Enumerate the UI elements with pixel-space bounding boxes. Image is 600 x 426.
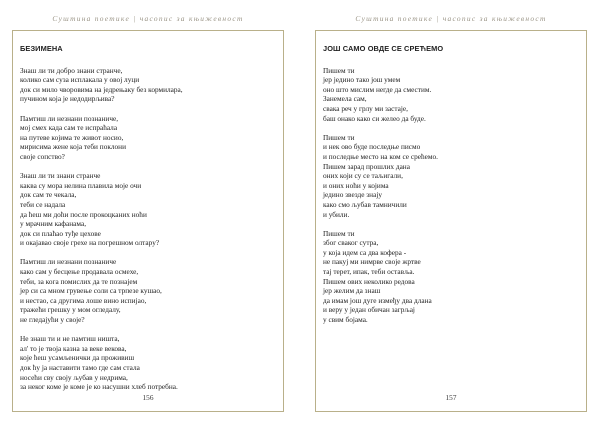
verse-line: док си плаћао туђе цехове: [20, 228, 101, 238]
verse-line: тај терет, ипак, теби оставља.: [323, 267, 415, 277]
verse-line: у мрачним кафанама,: [20, 219, 87, 229]
verse-line: једино звезде знају: [323, 190, 383, 200]
poem-body: [20, 66, 282, 392]
verse-line: баш онако како си желео да буде.: [323, 113, 426, 123]
verse-line: како сам у бесцење продавала осмехе,: [20, 267, 139, 277]
verse-line: теби, за кога помислих да те познајем: [20, 276, 138, 286]
verse-line: јер си са мном грувење соли са трпезе кушао,: [20, 286, 162, 296]
verse-line: за неког коме је коме је ко насушни хлеб потребна.: [20, 382, 178, 392]
poem-content: [20, 44, 282, 401]
verse-line: не гледајући у своје?: [20, 315, 85, 325]
verse-line: и оних ноћи у којима: [323, 180, 389, 190]
page-number: 157: [445, 393, 457, 402]
stanza: [20, 257, 282, 324]
poem-title: ЈОШ САМО ОВДЕ СЕ СРЕЋЕМО: [323, 44, 444, 53]
verse-line: Занемела сам,: [323, 94, 367, 104]
verse-line: и нестао, са другима лоше вино испијао,: [20, 295, 147, 305]
verse-line: пучином која је недодирљива?: [20, 94, 115, 104]
verse-line: док си мило чворовима на једрењаку без кормилара,: [20, 84, 183, 94]
verse-line: јер једино тако још умем: [323, 75, 401, 85]
verse-line: своје сопство?: [20, 151, 65, 161]
stanza: [323, 66, 585, 124]
stanza: [323, 229, 585, 325]
verse-line: Не знаш ти и не памтиш ништа,: [20, 334, 120, 344]
verse-line: и нек ово буде последње писмо: [323, 142, 421, 152]
verse-line: на путеве којима те живот носио,: [20, 132, 124, 142]
poem-body: [323, 66, 585, 325]
stanza: [20, 334, 282, 392]
poem-title: БЕЗИМЕНА: [20, 44, 63, 53]
verse-line: ал' то је твоја казна за веке векова,: [20, 343, 127, 353]
stanza: [323, 133, 585, 219]
verse-line: које ћеш усамљенички да проживиш: [20, 353, 135, 363]
running-header: Суштина поетике | часопис за књижевност: [355, 14, 547, 23]
running-header: Суштина поетике | часопис за књижевност: [52, 14, 244, 23]
verse-line: тражећи грешку у мом огледалу,: [20, 305, 121, 315]
verse-line: носећи сву своју љубав у недрима,: [20, 372, 128, 382]
verse-line: јер желим да знаш: [323, 286, 381, 296]
verse-line: Пишем ових неколико редова: [323, 276, 415, 286]
verse-line: не пакуј ми нимрве своје жртве: [323, 257, 421, 267]
page-number: 156: [142, 393, 154, 402]
verse-line: теби се надала: [20, 199, 66, 209]
verse-line: Знаш ли ти знани странче: [20, 171, 101, 181]
verse-line: Пишем зарад прошлих дана: [323, 161, 410, 171]
verse-line: мој смех када сам те испраћала: [20, 123, 118, 133]
verse-line: да ћеш ми доћи после прокоцканих ноћи: [20, 209, 147, 219]
verse-line: колико сам суза исплакала у овој луци: [20, 75, 140, 85]
verse-line: у свим бојама.: [323, 315, 368, 325]
stanza: [20, 66, 282, 104]
verse-line: и веру у један обичан загрљај: [323, 305, 415, 315]
verse-line: Памтиш ли незнани познаниче,: [20, 113, 119, 123]
verse-line: док сам те чекала,: [20, 190, 77, 200]
poem-content: [323, 44, 585, 334]
verse-line: у која идем са два кофера -: [323, 247, 407, 257]
verse-line: и убили.: [323, 209, 350, 219]
verse-line: Памтиш ли незнани познаниче: [20, 257, 117, 267]
left-page: [6, 2, 290, 422]
verse-line: Пишем ти: [323, 132, 355, 142]
verse-line: мирисима жене која теби поклони: [20, 142, 126, 152]
verse-line: свака реч у грлу ми застаје,: [323, 103, 408, 113]
verse-line: Знаш ли ти добро знани странче,: [20, 65, 123, 75]
verse-line: каква су мора нелина плавила моје очи: [20, 180, 142, 190]
verse-line: Пишем ти: [323, 65, 355, 75]
verse-line: како смо љубав тамничили: [323, 199, 407, 209]
verse-line: и окајавао своје грехе на погрешном олтару?: [20, 238, 160, 248]
verse-line: оно што мислим негде да сместим.: [323, 84, 432, 94]
stanza: [20, 171, 282, 248]
verse-line: због сваког сутра,: [323, 238, 379, 248]
verse-line: да имам још дуге између два длана: [323, 295, 432, 305]
verse-line: док ћу ја наставити тамо где сам стала: [20, 363, 140, 372]
verse-line: Пишем ти: [323, 228, 355, 238]
verse-line: и последње место на ком се срећемо.: [323, 151, 438, 161]
right-page: [309, 2, 593, 422]
stanza: [20, 114, 282, 162]
verse-line: оних који су се таљигали,: [323, 171, 403, 181]
